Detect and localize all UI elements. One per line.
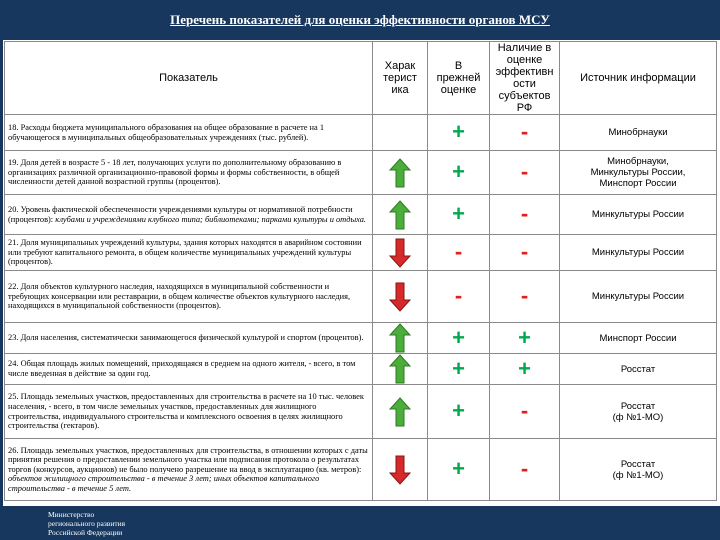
table-row	[5, 271, 717, 323]
presence-mark-cell	[490, 385, 560, 439]
presence-mark-cell	[490, 354, 560, 385]
indicator-cell	[5, 151, 373, 195]
plus-mark: +	[452, 355, 465, 381]
source-cell: Минспорт России	[560, 323, 717, 354]
minus-mark: -	[520, 201, 529, 226]
arrow-up-icon	[389, 200, 411, 230]
presence-mark-cell	[490, 235, 560, 271]
previous-mark-cell	[428, 195, 490, 235]
minus-mark: -	[520, 239, 529, 264]
indicator-text: 19. Доля детей в возрасте 5 - 18 лет, получающих услуги по дополнительному образованию в организациях различной организационно-правовой формы и формы собственности, в общей численности детей данной возрастной группы (процентов).	[8, 158, 342, 187]
indicator-text: 18. Расходы бюджета муниципального образования на общее образование в расчете на 1 обучающегося в муниципальных общеобразовательных учреждениях (тыс. рублей).	[8, 122, 325, 142]
indicator-cell	[5, 354, 373, 385]
indicator-text: 21. Доля муниципальных учреждений культуры, здания которых находятся в аварийном состоянии или требуют капитального ремонта, в общем количестве муниципальных учреждений культуры (процентов).	[8, 238, 362, 267]
arrow-down-icon	[389, 282, 411, 312]
previous-mark-cell	[428, 151, 490, 195]
previous-mark-cell	[428, 323, 490, 354]
indicator-italic-text: клубами и учреждениями клубного типа; библиотеками; парками культуры и отдыха.	[55, 214, 367, 224]
characteristic-cell	[373, 385, 428, 439]
minus-mark: -	[520, 456, 529, 481]
minus-mark: -	[520, 398, 529, 423]
table-body	[5, 115, 717, 501]
header-source: Источник информации	[560, 42, 717, 115]
previous-mark-cell	[428, 439, 490, 501]
presence-mark-cell	[490, 151, 560, 195]
indicators-table	[4, 41, 717, 501]
indicator-cell	[5, 195, 373, 235]
arrow-down-icon	[389, 238, 411, 268]
characteristic-cell	[373, 354, 428, 385]
source-cell: Минобрнауки, Минкультуры России, Минспорт России	[560, 151, 717, 195]
source-cell: Росстат	[560, 354, 717, 385]
presence-mark-cell	[490, 439, 560, 501]
source-cell: Минкультуры России	[560, 235, 717, 271]
header-presence: Наличие в оценке эффективн ости субъектов РФ	[490, 42, 560, 115]
left-accent-bar	[0, 40, 3, 510]
previous-mark-cell	[428, 235, 490, 271]
previous-mark-cell	[428, 271, 490, 323]
table-header-row	[5, 42, 717, 115]
plus-mark: +	[452, 159, 465, 184]
minus-mark: -	[454, 239, 463, 264]
characteristic-cell	[373, 195, 428, 235]
indicator-text: 23. Доля населения, систематически занимающегося физической культурой и спортом (процентов).	[8, 333, 364, 343]
indicator-cell	[5, 271, 373, 323]
source-cell: Минкультуры России	[560, 195, 717, 235]
previous-mark-cell	[428, 115, 490, 151]
minus-mark: -	[520, 283, 529, 308]
characteristic-cell	[373, 151, 428, 195]
presence-mark-cell	[490, 115, 560, 151]
plus-mark: +	[452, 201, 465, 226]
minus-mark: -	[520, 159, 529, 184]
plus-mark: +	[452, 119, 465, 144]
arrow-up-icon	[389, 158, 411, 188]
indicator-cell	[5, 385, 373, 439]
minus-mark: -	[454, 283, 463, 308]
arrow-down-icon	[389, 455, 411, 485]
table-row	[5, 235, 717, 271]
table-row	[5, 354, 717, 385]
ministry-label: Министерство регионального развития Российской Федерации	[48, 510, 126, 537]
characteristic-cell	[373, 115, 428, 151]
presence-mark-cell	[490, 271, 560, 323]
table-row	[5, 115, 717, 151]
indicator-text: 20. Уровень фактической обеспеченности учреждениями культуры от нормативной потребности (процентов):	[8, 204, 353, 224]
table-row	[5, 323, 717, 354]
indicator-cell	[5, 439, 373, 501]
presence-mark-cell	[490, 195, 560, 235]
header-in-previous: В прежней оценке	[428, 42, 490, 115]
presence-mark-cell	[490, 323, 560, 354]
indicator-text: 24. Общая площадь жилых помещений, приходящаяся в среднем на одного жителя, - всего, в том числе введенная в действие за один год.	[8, 359, 356, 378]
indicator-text: 26. Площадь земельных участков, предоставленных для строительства, в отношении которых с даты принятия решения о предоставлении земельного участка или подписания протокола о результатах торгов (конкурсов, аукционов) не было получено разрешение на ввод в эксплуатацию (кв. метров):	[8, 445, 368, 474]
source-cell: Минобрнауки	[560, 115, 717, 151]
previous-mark-cell	[428, 354, 490, 385]
source-cell: Росстат (ф №1-МО)	[560, 439, 717, 501]
table-row	[5, 195, 717, 235]
plus-mark: +	[452, 398, 465, 423]
arrow-up-icon	[389, 354, 411, 384]
plus-mark: +	[452, 456, 465, 481]
plus-mark: +	[518, 355, 531, 381]
arrow-up-icon	[389, 397, 411, 427]
table-row	[5, 385, 717, 439]
arrow-up-icon	[389, 323, 411, 353]
characteristic-cell	[373, 439, 428, 501]
plus-mark: +	[518, 324, 531, 350]
page-title: Перечень показателей для оценки эффективности органов МСУ	[170, 12, 550, 27]
header-indicator: Показатель	[5, 42, 373, 115]
indicator-text: 25. Площадь земельных участков, предоставленных для строительства в расчете на 10 тыс. человек населения, - всего, в том числе земельных участков, предоставленных для жилищного строительства, индивидуального строительства и комплексного освоения в целях жилищного строительства (гектаров).	[8, 392, 364, 431]
plus-mark: +	[452, 324, 465, 350]
table-row	[5, 439, 717, 501]
title-bar	[0, 0, 720, 40]
characteristic-cell	[373, 235, 428, 271]
indicator-cell	[5, 235, 373, 271]
characteristic-cell	[373, 323, 428, 354]
source-cell: Росстат (ф №1-МО)	[560, 385, 717, 439]
indicator-text: 22. Доля объектов культурного наследия, находящихся в муниципальной собственности и требующих консервации или реставрации, в общем количестве объектов культурного наследия, находящихся в муниципальной собственности (процентов).	[8, 282, 351, 311]
header-characteristic: Харак терист ика	[373, 42, 428, 115]
characteristic-cell	[373, 271, 428, 323]
table-row	[5, 151, 717, 195]
source-cell: Минкультуры России	[560, 271, 717, 323]
indicator-cell	[5, 115, 373, 151]
footer-bar	[0, 506, 720, 540]
previous-mark-cell	[428, 385, 490, 439]
minus-mark: -	[520, 119, 529, 144]
indicator-italic-text: объектов жилищного строительства - в течение 3 лет; иных объектов капитального строительства - в течение 5 лет.	[8, 474, 320, 493]
indicator-cell	[5, 323, 373, 354]
